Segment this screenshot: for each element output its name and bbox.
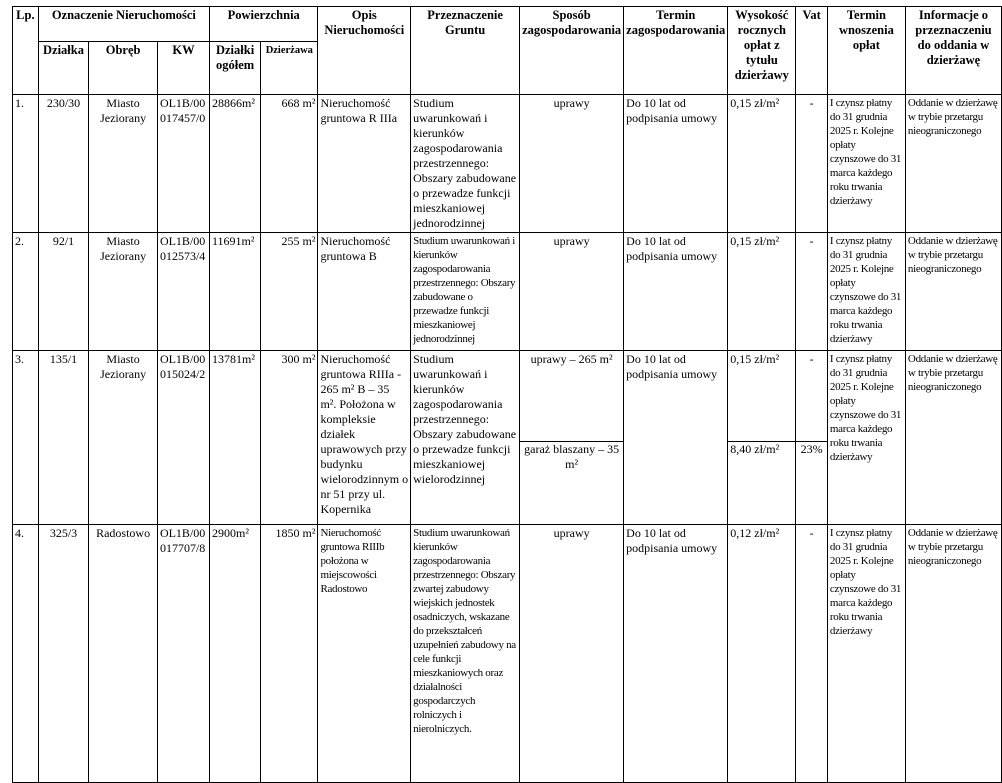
row-oplata: 0,15 zł/m² bbox=[728, 95, 796, 233]
col-dzialka-header: Działka bbox=[38, 42, 89, 95]
row-termin-opl: I czynsz płatny do 31 grudnia 2025 r. Kolejne opłaty czynszowe do 31 marca każdego roku trwania dzierżawy bbox=[827, 233, 905, 351]
col-vat-header: Vat bbox=[796, 7, 828, 95]
row-lp: 3. bbox=[13, 351, 39, 525]
row-opis: Nieruchomość gruntowa R IIIa bbox=[318, 95, 411, 233]
row-termin: Do 10 lat od podpisania umowy bbox=[624, 525, 728, 783]
col-dzierzawa-header: Dzierżawa bbox=[261, 42, 318, 95]
row-dzierzawa: 300 m² bbox=[261, 351, 318, 525]
row-info: Oddanie w dzierżawę w trybie przetargu nieograniczonego bbox=[905, 351, 1001, 525]
table-row bbox=[13, 233, 1002, 351]
row-opis: Nieruchomość gruntowa RIIIb położona w miejscowości Radostowo bbox=[318, 525, 411, 783]
row-lp: 2. bbox=[13, 233, 39, 351]
row-dzierzawa: 1850 m² bbox=[261, 525, 318, 783]
row-oplata: 0,15 zł/m² bbox=[728, 233, 796, 351]
row-vat-split bbox=[796, 351, 828, 525]
row-obreb: Miasto Jeziorany bbox=[89, 233, 158, 351]
table-row bbox=[13, 95, 1002, 233]
col-kw-header: KW bbox=[157, 42, 209, 95]
row-dzierzawa: 668 m² bbox=[261, 95, 318, 233]
col-sposob-header: Sposób zagospodarowania bbox=[520, 7, 624, 95]
col-powierzchnia-header: Powierzchnia bbox=[209, 7, 317, 42]
oplata-part-a: 0,15 zł/m² bbox=[730, 352, 780, 366]
col-przeznaczenie-header: Przeznaczenie Gruntu bbox=[411, 7, 520, 95]
land-lease-table bbox=[12, 6, 1002, 783]
row-opis: Nieruchomość gruntowa RIIIa - 265 m² B – 35 m². Położona w kompleksie działek uprawowych przy budynku wielorodzinnym o nr 51 przy ul. Kopernika bbox=[318, 351, 411, 525]
row-termin: Do 10 lat od podpisania umowy bbox=[624, 233, 728, 351]
col-lp-header: Lp. bbox=[13, 7, 39, 95]
row-termin-opl: I czynsz płatny do 31 grudnia 2025 r. Kolejne opłaty czynszowe do 31 marca każdego roku trwania dzierżawy bbox=[827, 351, 905, 525]
vat-part-b: 23% bbox=[800, 442, 823, 456]
row-kw: OL1B/00 017457/0 bbox=[157, 95, 209, 233]
row-ogolem: 11691m² bbox=[209, 233, 260, 351]
row-ogolem: 28866m² bbox=[209, 95, 260, 233]
table-row bbox=[13, 351, 1002, 525]
row-vat: - bbox=[796, 525, 828, 783]
row-info: Oddanie w dzierżawę w trybie przetargu nieograniczonego bbox=[905, 95, 1001, 233]
row-obreb: Miasto Jeziorany bbox=[89, 95, 158, 233]
row-ogolem: 2900m² bbox=[209, 525, 260, 783]
row-sposob: uprawy bbox=[520, 233, 624, 351]
row-oplata-split bbox=[728, 351, 796, 525]
row-vat: - bbox=[796, 233, 828, 351]
row-termin-opl: I czynsz płatny do 31 grudnia 2025 r. Kolejne opłaty czynszowe do 31 marca każdego roku trwania dzierżawy bbox=[827, 525, 905, 783]
oplata-part-b: 8,40 zł/m² bbox=[730, 442, 780, 456]
row-ogolem: 13781m² bbox=[209, 351, 260, 525]
row-przeznaczenie: Studium uwarunkowań i kierunków zagospodarowania przestrzennego: Obszary zabudowane o przewadze funkcji mieszkaniowej wielorodzinnej bbox=[411, 351, 520, 525]
vat-part-a: - bbox=[809, 352, 814, 366]
row-info: Oddanie w dzierżawę w trybie przetargu nieograniczonego bbox=[905, 525, 1001, 783]
col-termin-zag-header: Termin zagospodarowania bbox=[624, 7, 728, 95]
col-opis-header: Opis Nieruchomości bbox=[318, 7, 411, 95]
row-termin: Do 10 lat od podpisania umowy bbox=[624, 95, 728, 233]
col-wysokosc-header: Wysokość rocznych opłat z tytułu dzierżawy bbox=[728, 7, 796, 95]
sposob-part-b: garaż blaszany – 35 m² bbox=[524, 442, 620, 471]
col-oznaczenie-header: Oznaczenie Nieruchomości bbox=[38, 7, 209, 42]
col-obreb-header: Obręb bbox=[89, 42, 158, 95]
row-przeznaczenie: Studium uwarunkowań kierunków zagospodarowania przestrzennego: Obszary zwartej zabudowy wiejskich jednostek osadniczych, wskazane do przekształceń uzupełnień zabudowy na cele funkcji mieszkaniowych oraz działalności gospodarczych rolniczych i nierolniczych. bbox=[411, 525, 520, 783]
sposob-part-a: uprawy – 265 m² bbox=[530, 352, 613, 366]
row-termin-opl: I czynsz płatny do 31 grudnia 2025 r. Kolejne opłaty czynszowe do 31 marca każdego roku trwania dzierżawy bbox=[827, 95, 905, 233]
col-dzialki-ogolem-header: Działki ogółem bbox=[209, 42, 260, 95]
row-przeznaczenie: Studium uwarunkowań i kierunków zagospodarowania przestrzennego: Obszary zabudowane o przewadze funkcji mieszkaniowej jednorodzinnej bbox=[411, 95, 520, 233]
row-dzialka: 325/3 bbox=[38, 525, 89, 783]
row-lp: 4. bbox=[13, 525, 39, 783]
row-info: Oddanie w dzierżawę w trybie przetargu nieograniczonego bbox=[905, 233, 1001, 351]
row-opis: Nieruchomość gruntowa B bbox=[318, 233, 411, 351]
row-dzialka: 92/1 bbox=[38, 233, 89, 351]
row-kw: OL1B/00 012573/4 bbox=[157, 233, 209, 351]
row-przeznaczenie: Studium uwarunkowań i kierunków zagospodarowania przestrzennego: Obszary zabudowane o przewadze funkcji mieszkaniowej jednorodzinnej bbox=[411, 233, 520, 351]
row-obreb: Radostowo bbox=[89, 525, 158, 783]
row-sposob: uprawy bbox=[520, 95, 624, 233]
table-row bbox=[13, 525, 1002, 783]
col-informacje-header: Informacje o przeznaczeniu do oddania w dzierżawę bbox=[905, 7, 1001, 95]
row-sposob-split bbox=[520, 351, 624, 525]
header-row-main bbox=[13, 7, 1002, 42]
row-sposob: uprawy bbox=[520, 525, 624, 783]
row-dzialka: 135/1 bbox=[38, 351, 89, 525]
col-termin-opl-header: Termin wnoszenia opłat bbox=[827, 7, 905, 95]
row-lp: 1. bbox=[13, 95, 39, 233]
row-oplata: 0,12 zł/m² bbox=[728, 525, 796, 783]
row-obreb: Miasto Jeziorany bbox=[89, 351, 158, 525]
row-kw: OL1B/00 015024/2 bbox=[157, 351, 209, 525]
row-vat: - bbox=[796, 95, 828, 233]
row-dzierzawa: 255 m² bbox=[261, 233, 318, 351]
row-termin: Do 10 lat od podpisania umowy bbox=[624, 351, 728, 525]
row-dzialka: 230/30 bbox=[38, 95, 89, 233]
row-kw: OL1B/00 017707/8 bbox=[157, 525, 209, 783]
